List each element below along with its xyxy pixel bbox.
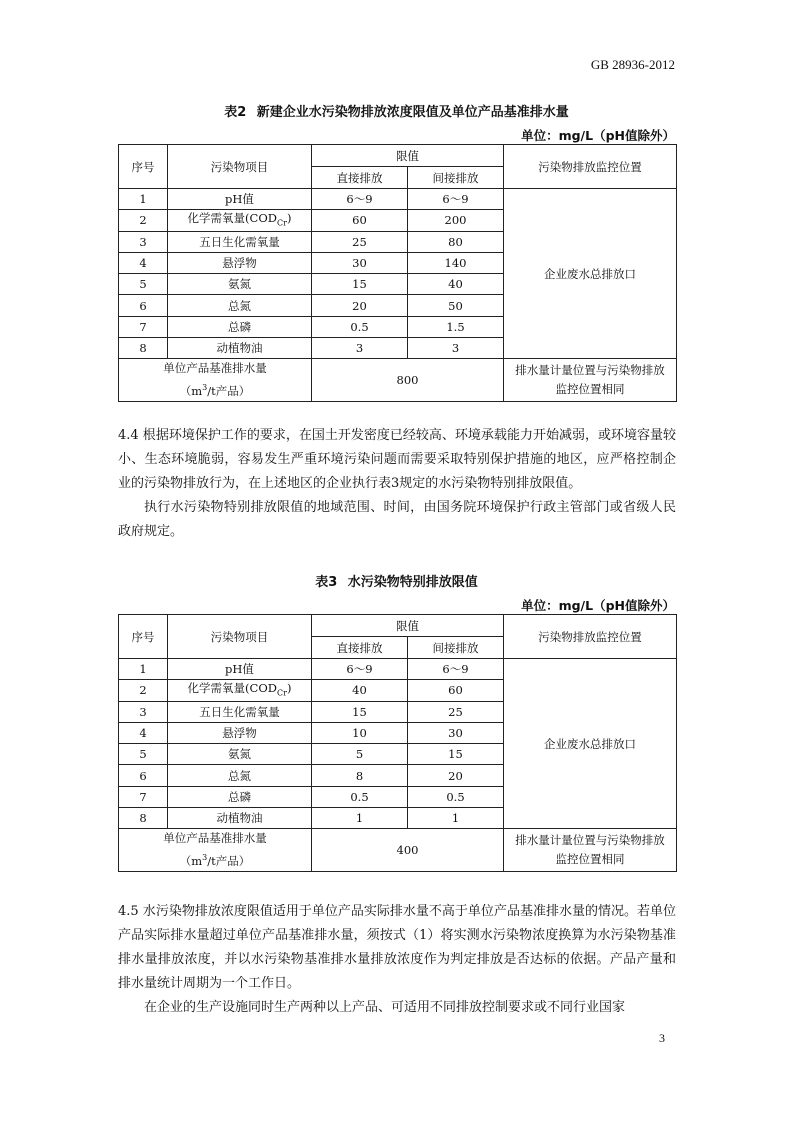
cell-direct: 20 [312, 295, 408, 316]
table3 [118, 614, 677, 872]
cell-direct: 6～9 [312, 189, 408, 210]
cell-item: 总磷 [168, 316, 312, 337]
cell-no: 6 [119, 765, 168, 786]
cell-item: 动植物油 [168, 808, 312, 829]
page-number: 3 [659, 1031, 665, 1045]
cell-direct: 5 [312, 744, 408, 765]
cell-no: 1 [119, 189, 168, 210]
table3-caption-no: 表3 [315, 575, 338, 590]
cell-indirect: 25 [408, 701, 504, 722]
table-row [119, 189, 677, 210]
table2-caption-title: 新建企业水污染物排放浓度限值及单位产品基准排水量 [256, 105, 569, 120]
header-no: 序号 [119, 615, 168, 659]
cell-item: 氨氮 [168, 744, 312, 765]
cell-no: 5 [119, 274, 168, 295]
table2-unit: 单位：mg/L（pH值除外） [521, 128, 675, 143]
footer-value: 400 [312, 829, 504, 872]
cell-direct: 15 [312, 701, 408, 722]
cell-no: 7 [119, 316, 168, 337]
cell-indirect: 15 [408, 744, 504, 765]
footer-label [119, 359, 312, 402]
cell-indirect: 6～9 [408, 189, 504, 210]
cell-no: 4 [119, 252, 168, 273]
cell-item: 总氮 [168, 765, 312, 786]
cell-direct: 40 [312, 680, 408, 701]
footer-label-unit [121, 848, 309, 871]
cell-direct: 8 [312, 765, 408, 786]
cell-indirect: 1.5 [408, 316, 504, 337]
cell-no: 8 [119, 338, 168, 359]
header-indirect: 间接排放 [408, 637, 504, 659]
cell-location: 企业废水总排放口 [504, 189, 677, 359]
table2 [118, 144, 677, 402]
header-location: 污染物排放监控位置 [504, 145, 677, 189]
cell-item-text: 化学需氧量(COD [187, 680, 277, 695]
cell-indirect: 0.5 [408, 786, 504, 807]
standard-code: GB 28936-2012 [590, 57, 675, 72]
cell-indirect: 3 [408, 338, 504, 359]
footer-location [504, 829, 677, 872]
cell-direct: 15 [312, 274, 408, 295]
header-item: 污染物项目 [168, 145, 312, 189]
cell-no: 6 [119, 295, 168, 316]
cell-no: 3 [119, 701, 168, 722]
header-direct: 直接排放 [312, 167, 408, 189]
footer-location [504, 359, 677, 402]
cell-location: 企业废水总排放口 [504, 659, 677, 829]
footer-label [119, 829, 312, 872]
table-footer-row [119, 829, 677, 872]
cell-indirect: 60 [408, 680, 504, 701]
cell-indirect: 30 [408, 722, 504, 743]
section-4-4 [118, 424, 676, 544]
table2-caption [0, 101, 793, 120]
cell-item-sub: Cr [276, 688, 287, 698]
footer-location-line2: 监控位置相同 [555, 852, 625, 867]
unit-sup: 3 [202, 853, 208, 863]
table-row [119, 659, 677, 680]
cell-direct: 1 [312, 808, 408, 829]
unit-pre: （m [179, 384, 203, 399]
footer-location-line1: 排水量计量位置与污染物排放 [515, 833, 665, 848]
cell-direct: 25 [312, 231, 408, 252]
cell-item: pH值 [168, 189, 312, 210]
cell-direct: 60 [312, 210, 408, 231]
header-location: 污染物排放监控位置 [504, 615, 677, 659]
paragraph: 执行水污染物特别排放限值的地域范围、时间，由国务院环境保护行政主管部门或省级人民政府规定。 [118, 500, 676, 539]
header-direct: 直接排放 [312, 637, 408, 659]
section-4-5 [118, 900, 676, 1020]
table2-caption-no: 表2 [224, 105, 247, 120]
cell-direct: 6～9 [312, 659, 408, 680]
footer-label-line1: 单位产品基准排水量 [163, 361, 267, 376]
footer-label-unit [121, 378, 309, 401]
cell-item: 悬浮物 [168, 252, 312, 273]
cell-no: 5 [119, 744, 168, 765]
table-footer-row [119, 359, 677, 402]
header-limit: 限值 [312, 615, 504, 637]
unit-sup: 3 [202, 383, 208, 393]
cell-indirect: 200 [408, 210, 504, 231]
cell-item: 悬浮物 [168, 722, 312, 743]
cell-item: 总磷 [168, 786, 312, 807]
cell-no: 8 [119, 808, 168, 829]
cell-no: 4 [119, 722, 168, 743]
cell-direct: 0.5 [312, 786, 408, 807]
table3-unit: 单位：mg/L（pH值除外） [521, 598, 675, 613]
footer-location-line2: 监控位置相同 [555, 382, 625, 397]
table3-caption [0, 571, 793, 590]
cell-indirect: 50 [408, 295, 504, 316]
footer-location-line1: 排水量计量位置与污染物排放 [515, 363, 665, 378]
cell-direct: 3 [312, 338, 408, 359]
cell-item: 五日生化需氧量 [168, 701, 312, 722]
cell-indirect: 140 [408, 252, 504, 273]
cell-indirect: 40 [408, 274, 504, 295]
footer-value: 800 [312, 359, 504, 402]
paragraph: 4.5 水污染物排放浓度限值适用于单位产品实际排水量不高于单位产品基准排水量的情况。若单位产品实际排水量超过单位产品基准排水量，须按式（1）将实测水污染物浓度换算为水污染物基准排水量排放浓度，并以水污染物基准排水量排放浓度作为判定排放是否达标的依据。产品产量和排水量统计周期为一个工作日。 [118, 904, 676, 991]
cell-no: 7 [119, 786, 168, 807]
cell-item-tail: ) [286, 680, 292, 695]
cell-no: 2 [119, 680, 168, 701]
header-limit: 限值 [312, 145, 504, 167]
cell-no: 1 [119, 659, 168, 680]
paragraph: 在企业的生产设施同时生产两种以上产品、可适用不同排放控制要求或不同行业国家 [144, 1000, 626, 1015]
cell-indirect: 20 [408, 765, 504, 786]
cell-indirect: 80 [408, 231, 504, 252]
cell-item: pH值 [168, 659, 312, 680]
cell-direct: 10 [312, 722, 408, 743]
cell-item-tail: ) [286, 210, 292, 225]
cell-no: 3 [119, 231, 168, 252]
cell-direct: 30 [312, 252, 408, 273]
cell-item [168, 680, 312, 701]
cell-item [168, 210, 312, 231]
cell-item: 氨氮 [168, 274, 312, 295]
cell-item-text: 化学需氧量(COD [187, 210, 277, 225]
cell-item: 总氮 [168, 295, 312, 316]
cell-indirect: 6～9 [408, 659, 504, 680]
header-no: 序号 [119, 145, 168, 189]
cell-no: 2 [119, 210, 168, 231]
footer-label-line1: 单位产品基准排水量 [163, 831, 267, 846]
cell-indirect: 1 [408, 808, 504, 829]
unit-pre: （m [179, 854, 203, 869]
header-indirect: 间接排放 [408, 167, 504, 189]
cell-item-sub: Cr [276, 218, 287, 228]
unit-post: /t产品） [207, 384, 251, 399]
table3-caption-title: 水污染物特别排放限值 [347, 575, 478, 590]
header-item: 污染物项目 [168, 615, 312, 659]
cell-item: 动植物油 [168, 338, 312, 359]
cell-direct: 0.5 [312, 316, 408, 337]
paragraph: 4.4 根据环境保护工作的要求，在国土开发密度已经较高、环境承载能力开始减弱，或环境容量较小、生态环境脆弱，容易发生严重环境污染问题而需要采取特别保护措施的地区，应严格控制企业的污染物排放行为，在上述地区的企业执行表3规定的水污染物特别排放限值。 [118, 428, 676, 491]
unit-post: /t产品） [207, 854, 251, 869]
cell-item: 五日生化需氧量 [168, 231, 312, 252]
